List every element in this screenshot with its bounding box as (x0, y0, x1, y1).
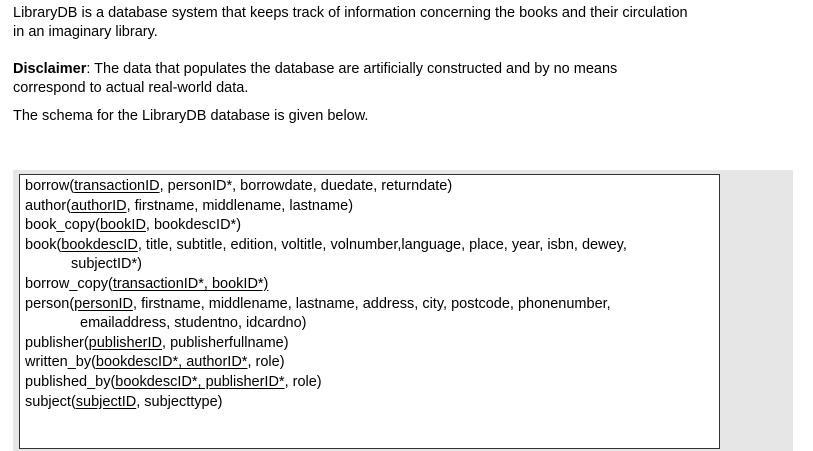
schema-box (19, 174, 720, 449)
intro-paragraph (13, 4, 793, 42)
schema-borrow: borrow(transactionID, personID*, borrowdate, duedate, returndate) (25, 178, 453, 194)
disclaimer-label: Disclaimer (13, 61, 87, 77)
primary-key: personID (74, 295, 134, 312)
schema-published-by: published_by(bookdescID*, publisherID*, role) (25, 373, 322, 390)
primary-key: bookID (99, 217, 146, 234)
disclaimer-line-2: correspond to actual real-world data. (13, 80, 249, 96)
primary-key: publisherID (88, 334, 163, 351)
schema-book-continued: subjectID*) (71, 256, 142, 273)
schema-written-by: written_by(bookdescID*, authorID*, role) (25, 354, 285, 371)
primary-key: subjectID (75, 393, 137, 410)
schema-book-copy: book_copy(bookID, bookdescID*) (25, 217, 242, 234)
schema-person-continued: emailaddress, studentno, idcardno) (80, 315, 307, 332)
primary-key: transactionID*, bookID*) (112, 275, 269, 292)
disclaimer-paragraph (13, 60, 793, 98)
schema-borrow-copy: borrow_copy(transactionID*, bookID*) (25, 275, 269, 292)
primary-key: bookdescID*, publisherID* (115, 373, 285, 390)
schema-subject: subject(subjectID, subjecttype) (25, 393, 223, 410)
primary-key: authorID (70, 197, 127, 214)
primary-key: bookdescID (61, 236, 138, 253)
disclaimer-text: : The data that populates the database are artificially constructed and by no means (86, 61, 618, 77)
schema-book: book(bookdescID, title, subtitle, edition, voltitle, volnumber,language, place, year, isbn, dewey, (25, 236, 627, 253)
schema-person: person(personID, firstname, middlename, lastname, address, city, postcode, phonenumber, (25, 295, 611, 312)
schema-author: author(authorID, firstname, middlename, lastname) (25, 197, 354, 214)
intro-line-1: LibraryDB is a database system that keeps track of information concerning the books and their circulation (13, 5, 688, 21)
primary-key: bookdescID*, authorID* (95, 354, 248, 371)
schema-publisher: publisher(publisherID, publisherfullname) (25, 334, 289, 351)
primary-key: transactionID (74, 178, 160, 194)
schema-intro: The schema for the LibraryDB database is given below. (13, 108, 369, 124)
intro-line-2: in an imaginary library. (13, 24, 158, 40)
